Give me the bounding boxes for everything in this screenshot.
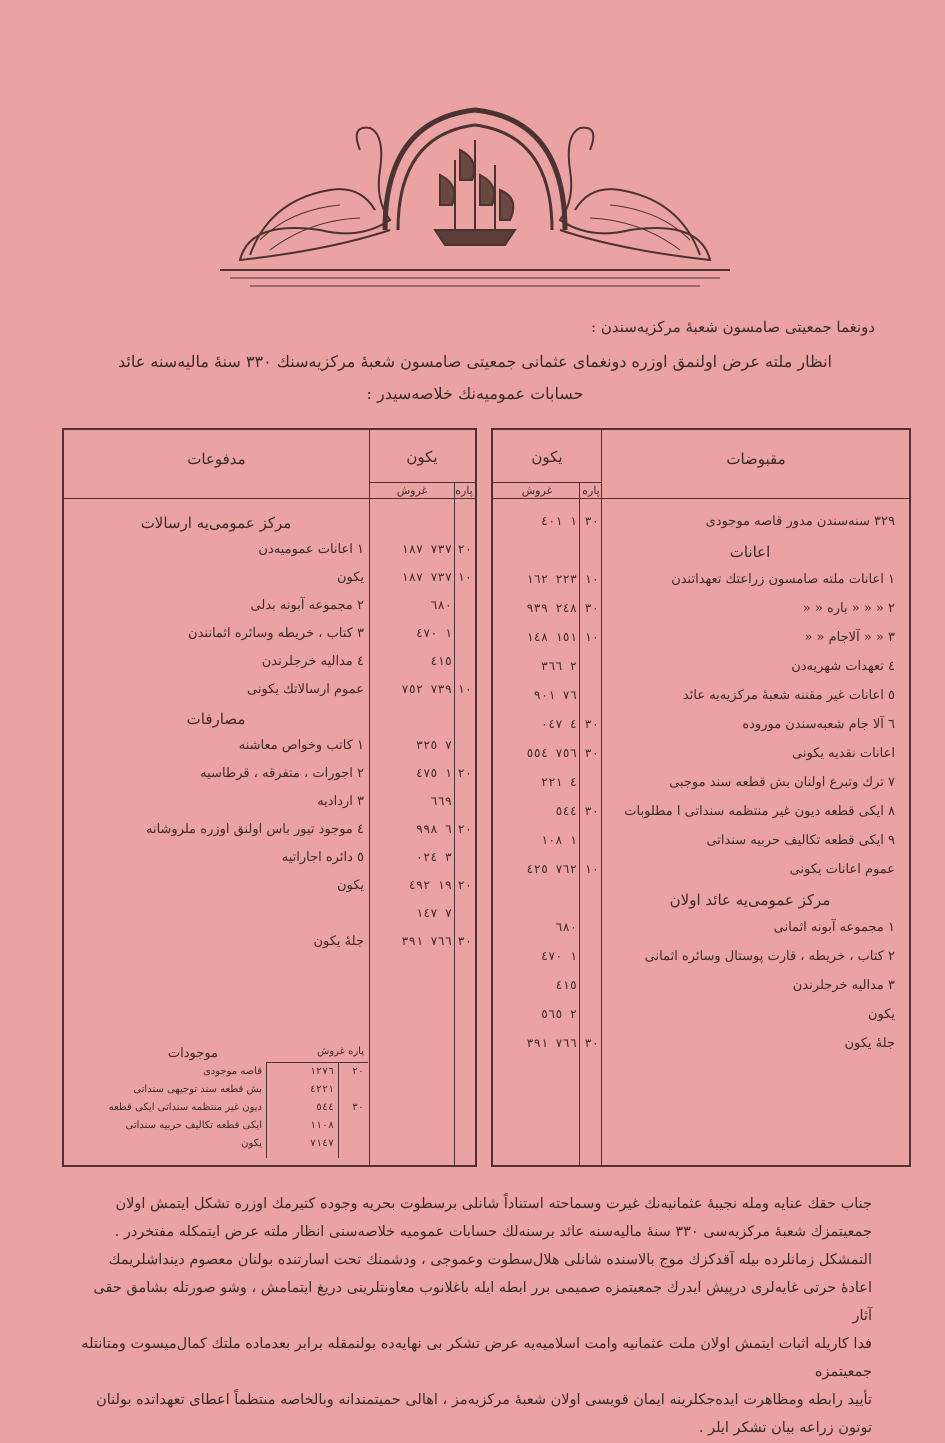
table-row-label: ٧ ترك وتبرع اولنان بش قطعه سند موجبی — [669, 775, 895, 790]
table-row-amount: ٧٣٩ ٧٥٢ — [401, 682, 452, 696]
table-row-label: جلهٔ یکون — [844, 1036, 895, 1051]
table-row-amount: ١٩ ٤٩٢ — [408, 878, 452, 892]
balance-row-label: ایکی قطعه تکالیف حربیه سنداتی — [125, 1120, 262, 1131]
heading-line-1: دونغما جمعیتی صامسون شعبهٔ مرکزیه‌سندن : — [591, 318, 875, 336]
table-row-label: ٣ « « آلاجام « « — [804, 630, 895, 645]
table-row-pare: ١٠ — [457, 682, 472, 696]
rule — [266, 1062, 267, 1158]
table-row-pare: ١٠ — [584, 572, 599, 586]
heading-line-2: انظار ملته عرض اولنمق اوزره دونغمای عثمانی جمعیتی صامسون شعبهٔ مرکزیه‌سنك ۳۳۰ سنهٔ مالیه‌سنه عائد — [118, 352, 832, 371]
rule — [338, 1062, 339, 1158]
rule — [493, 482, 601, 483]
balance-row-label: بش قطعه سند توجیهی سنداتی — [133, 1084, 262, 1095]
table-row-pare: ٣٠ — [584, 804, 599, 818]
section-heading: مرکز عمومی‌یه عائد اولان — [669, 891, 831, 909]
table-row-amount: ٧٦٦ ٣٩١ — [526, 1036, 577, 1050]
closing-line-3: التمشکل زمانلرده بیله آقدکزك موج بالاسنده شانلی هلال‌سطوت وعموجی ، ودشمنك تحت اسارتنده بولنان معصوم دینداشلریمك — [108, 1252, 872, 1268]
section-heading: مصارفات — [186, 710, 246, 728]
table-row-amount: ٧ ١٤٧ — [415, 906, 452, 920]
rule — [454, 482, 455, 1165]
rule — [369, 430, 370, 1165]
table-row-amount: ٥٤٤ — [555, 804, 577, 818]
table-row-amount: ٧٣٧ ١٨٧ — [401, 570, 452, 584]
receipts-sub-pare: پاره — [582, 484, 600, 497]
table-row-amount: ٦٦٩ — [430, 794, 452, 808]
table-row-amount: ٧ ٣٢٥ — [415, 738, 452, 752]
balance-row-pare: ٢٠ — [351, 1066, 364, 1077]
closing-line-2: جمعیتمزك شعبهٔ مرکزیه‌سی ۳۳۰ سنهٔ مالیه‌سنه عائد برسنه‌لك حسابات عمومیه خلاصه‌سنی انظار ملته عرض ایتمکله مفتخردر . — [114, 1224, 872, 1240]
table-row-pare: ٢٠ — [457, 766, 472, 780]
balance-row-label: قاصه موجودی — [202, 1066, 262, 1077]
table-row-pare: ٢٠ — [457, 878, 472, 892]
rule — [266, 1062, 368, 1063]
table-row-pare: ٣٠ — [584, 601, 599, 615]
table-row-amount: ١ ٤٠١ — [540, 514, 577, 528]
rule — [601, 430, 602, 1165]
table-row-pare: ٣٠ — [457, 934, 472, 948]
table-row-label: ٥ دائره اجاراتیه — [281, 850, 364, 865]
payments-title: مدفوعات — [187, 450, 246, 468]
table-row-label: ٣ مدالیه خرجلرندن — [792, 978, 895, 993]
payments-sub-para: غروش — [396, 484, 428, 497]
balance-title: موجودات — [167, 1046, 218, 1061]
table-row-label: ٨ ایکی قطعه دیون غیر منتظمه سنداتی ا مطلوبات — [624, 804, 895, 819]
table-row-label: ٦ آلا جام شعبه‌سندن موروده — [742, 717, 895, 732]
table-row-label: ۳۲۹ سنه‌سندن مدور قاصه موجودی — [705, 514, 895, 529]
balance-row-label: دیون غیر منتظمه سنداتی ایکی قطعه — [108, 1102, 262, 1113]
table-row-label: ٢ کتاب ، خریطه ، قارت پوستال وسائره اثمانی — [644, 949, 895, 964]
balance-table — [68, 1040, 368, 1160]
closing-line-7: توتون زراعه بیان تشکر ایلر . — [698, 1420, 872, 1436]
table-row-pare: ١٠ — [457, 570, 472, 584]
closing-paragraph — [72, 1190, 872, 1442]
table-row-amount: ٢٤٨ ٩٣٩ — [526, 601, 577, 615]
table-row-label: ١ کاتب وخواص معاشنه — [238, 738, 364, 753]
table-row-amount: ٧٦٢ ٤٢٥ — [526, 862, 577, 876]
receipts-table — [491, 428, 911, 1167]
table-row-amount: ١٥١ ١٤٨ — [526, 630, 577, 644]
ship-swans-emblem — [210, 80, 740, 295]
table-row-amount: ٦٨٠ — [555, 920, 577, 934]
table-row-label: ٤ موجود تیور باس اولنق اوزره ملروشانه — [145, 822, 364, 837]
table-row-amount: ٧٣٧ ١٨٧ — [401, 542, 452, 556]
balance-row-amount: ٥٤٤ — [315, 1102, 334, 1113]
table-row-label: ٢ مجموعه آبونه بدلی — [250, 598, 364, 613]
table-row-label: ٤ مدالیه خرجلرندن — [261, 654, 364, 669]
table-row-amount: ٢ ٣٦٦ — [540, 659, 577, 673]
table-row-label: یکون — [336, 570, 364, 585]
rule — [579, 482, 580, 1165]
table-row-label: عموم ارسالاتك یکونی — [247, 682, 364, 697]
table-row-pare: ١٠ — [584, 862, 599, 876]
table-row-label: ٤ تعهدات شهریه‌دن — [791, 659, 895, 674]
table-row-label: ٢ اجورات ، متفرقه ، قرطاسیه — [200, 766, 364, 781]
table-row-label: عموم اعانات یکونی — [789, 862, 895, 877]
table-row-label: ٣ کتاب ، خریطه وسائره اثمانندن — [188, 626, 364, 641]
table-row-pare: ٢٠ — [457, 542, 472, 556]
table-row-amount: ٧٦٦ ٣٩١ — [401, 934, 452, 948]
section-heading: اعانات — [729, 543, 771, 561]
table-row-label: ٢ « « « باره « « — [802, 601, 895, 616]
table-row-amount: ٤ ٢٢١ — [540, 775, 577, 789]
table-row-label: اعانات نقدیه یکونی — [792, 746, 895, 761]
receipts-sub-para: غروش — [521, 484, 553, 497]
table-row-label: جلهٔ یکون — [313, 934, 364, 949]
table-row-pare: ٣٠ — [584, 746, 599, 760]
rule — [64, 498, 475, 499]
section-heading: مرکز عمومی‌یه ارسالات — [140, 514, 292, 532]
table-row-amount: ٧٦ ٩٠١ — [533, 688, 577, 702]
table-row-label: ١ اعانات ملته صامسون زراعتك تعهداتندن — [671, 572, 895, 587]
closing-line-4: اعادهٔ حرتی غایه‌لری درپیش ایدرك جمعیتمزه صمیمی برر ابطه ایله باغلانوب معاونتلرینی دریغ ایتمامش ، وشو صورتله بشامق حقی آثار — [93, 1280, 872, 1324]
heading-line-3: حسابات عمومیه‌نك خلاصه‌سیدر : — [366, 384, 584, 403]
balance-row-amount: ٤٢٢١ — [309, 1084, 334, 1095]
table-row-amount: ١ ٤٧٠ — [540, 949, 577, 963]
payments-table — [62, 428, 477, 1167]
table-row-pare: ٢٠ — [457, 822, 472, 836]
table-row-amount: ٧٥٦ ٥٥٤ — [526, 746, 577, 760]
table-row-amount: ٤ ٠٤٧ — [540, 717, 577, 731]
balance-row-amount: ١٢٧٦ — [309, 1066, 334, 1077]
table-row-amount: ٤١٥ — [555, 978, 577, 992]
table-row-amount: ٣ ٠٢٤ — [415, 850, 452, 864]
table-row-pare: ٣٠ — [584, 1036, 599, 1050]
balance-row-label: یکون — [241, 1138, 262, 1149]
table-row-label: یکون — [336, 878, 364, 893]
table-row-pare: ٣٠ — [584, 717, 599, 731]
table-row-amount: ٦ ٩٩٨ — [415, 822, 452, 836]
table-row-label: یکون — [867, 1007, 895, 1022]
table-row-label: ١ اعانات عمومیه‌دن — [258, 542, 364, 557]
table-row-amount: ٦٨٠ — [430, 598, 452, 612]
table-row-label: ١ مجموعه آبونه اثمانی — [773, 920, 895, 935]
rule — [493, 498, 909, 499]
balance-row-pare: ٣٠ — [351, 1102, 364, 1113]
table-row-amount: ٤١٥ — [430, 654, 452, 668]
rule — [369, 482, 475, 483]
payments-total-header: یکون — [406, 448, 438, 466]
closing-line-6: تأیید رابطه ومظاهرت ایده‌جکلرینه ایمان قویسی اولان شعبهٔ مرکزیه‌مز ، اهالی حمیتمندانه وبالخاصه منتظماً اعطای تعهداتده بولنان — [96, 1392, 872, 1408]
receipts-title: مقبوضات — [726, 450, 786, 468]
table-row-label: ٣ اردادیه — [317, 794, 364, 809]
table-row-amount: ١ ٤٧٥ — [415, 766, 452, 780]
closing-line-1: جناب حقك عنایه ومله نجیبهٔ عثمانیه‌نك غیرت وسماحته استناداً شانلی برسطوت بحریه وجوده کتیرمك اوزره تشکل ایتمش اولان — [115, 1196, 872, 1212]
table-row-amount: ١ ١٠٨ — [540, 833, 577, 847]
table-row-pare: ٣٠ — [584, 514, 599, 528]
table-row-amount: ١ ٤٧٠ — [415, 626, 452, 640]
closing-line-5: فدا کاریله اثبات ایتمش اولان ملت عثمانیه وامت اسلامیه‌یه عرض تشکر بی نهایه‌ده بولنمقله برابر بعدماده ملتك کمال‌میسوت ومتانتله جمعیتمزه — [81, 1336, 872, 1380]
table-row-amount: ٢ ٥٦٥ — [540, 1007, 577, 1021]
balance-row-amount: ١١٠٨ — [309, 1120, 334, 1131]
table-row-pare: ١٠ — [584, 630, 599, 644]
receipts-total-header: یکون — [531, 448, 563, 466]
payments-sub-pare: پاره — [455, 484, 473, 497]
table-row-amount: ٢٢٣ ١٦٢ — [526, 572, 577, 586]
table-row-label: ٥ اعانات غیر مقننه شعبهٔ مرکزیه‌یه عائد — [682, 688, 895, 703]
table-row-label: ٩ ایکی قطعه تکالیف حربیه سنداتی — [706, 833, 895, 848]
balance-sub: پاره غروش — [317, 1046, 364, 1057]
balance-row-amount: ٧١٤٧ — [309, 1138, 334, 1149]
